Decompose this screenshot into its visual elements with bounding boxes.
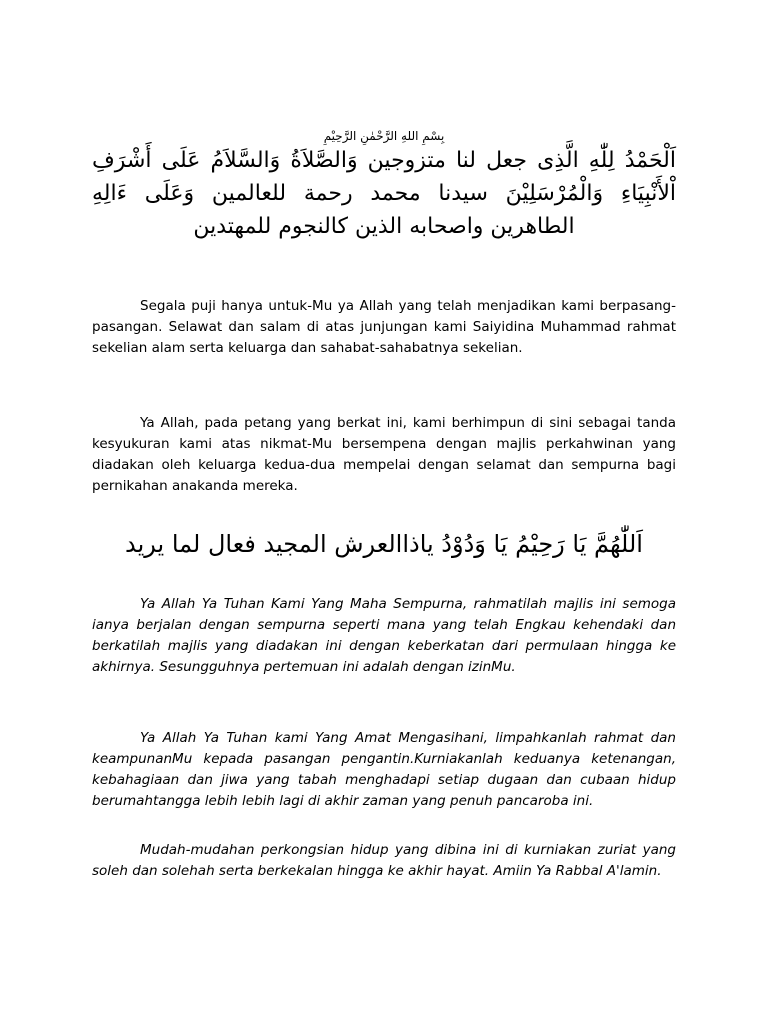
- paragraph-blessing-majlis: Ya Allah Ya Tuhan Kami Yang Maha Sempurna, rahmatilah majlis ini semoga ianya berjalan dengan sempurna seperti mana yang telah Engkau kehendaki dan berkatilah majlis yang diadakan ini dengan keberkatan dari permulaan hingga ke akhirnya. Sesungguhnya pertemuan ini adalah dengan izinMu.: [92, 596, 676, 675]
- paragraph-gathering: Ya Allah, pada petang yang berkat ini, kami berhimpun di sini sebagai tanda kesyukuran kami atas nikmat-Mu bersempena dengan majlis perkahwinan yang diadakan oleh keluarga kedua-dua mempelai dengan selamat dan sempurna bagi pernikahan anakanda mereka.: [92, 415, 676, 494]
- doa-arabic-text: اَللّٰهُمَّ يَا رَحِيْمُ يَا وَدُوْدُ ياذاالعرش المجيد فعال لما يريد: [125, 530, 643, 558]
- paragraph-closing-prayer: Mudah-mudahan perkongsian hidup yang dibina ini di kurniakan zuriat yang soleh dan solehah serta berkekalan hingga ke akhir hayat. Amiin Ya Rabbal A'lamin.: [92, 842, 676, 879]
- paragraph-praise: Segala puji hanya untuk-Mu ya Allah yang telah menjadikan kami berpasang-pasangan. Selawat dan salam di atas junjungan kami Saiyidina Muhammad rahmat sekelian alam serta keluarga dan sahabat-sahabatnya sekelian.: [92, 298, 676, 356]
- bismillah-heading: بِسْمِ اللهِ الرَّحْمٰنِ الرَّحِيْمِ: [323, 129, 445, 143]
- opening-arabic-text: اَلْحَمْدُ لِلّٰهِ الَّذِى جعل لنا متزوجين وَالصَّلاَةُ وَالسَّلاَمُ عَلَى أَشْرَفِ اْلأَنْبِيَاءِ وَالْمُرْسَلِيْنَ سيدنا محمد رحمة للعالمين وَعَلَى ءَالِهِ الطاهرين واصحابه الذين كالنجوم للمهتدين: [92, 148, 676, 239]
- paragraph-mercy-couple: Ya Allah Ya Tuhan kami Yang Amat Mengasihani, limpahkanlah rahmat dan keampunanMu kepada pasangan pengantin.Kurniakanlah keduanya ketenangan, kebahagiaan dan jiwa yang tabah menghadapi setiap dugaan dan cubaan hidup berumahtangga lebih lebih lagi di akhir zaman yang penuh pancaroba ini.: [92, 730, 676, 809]
